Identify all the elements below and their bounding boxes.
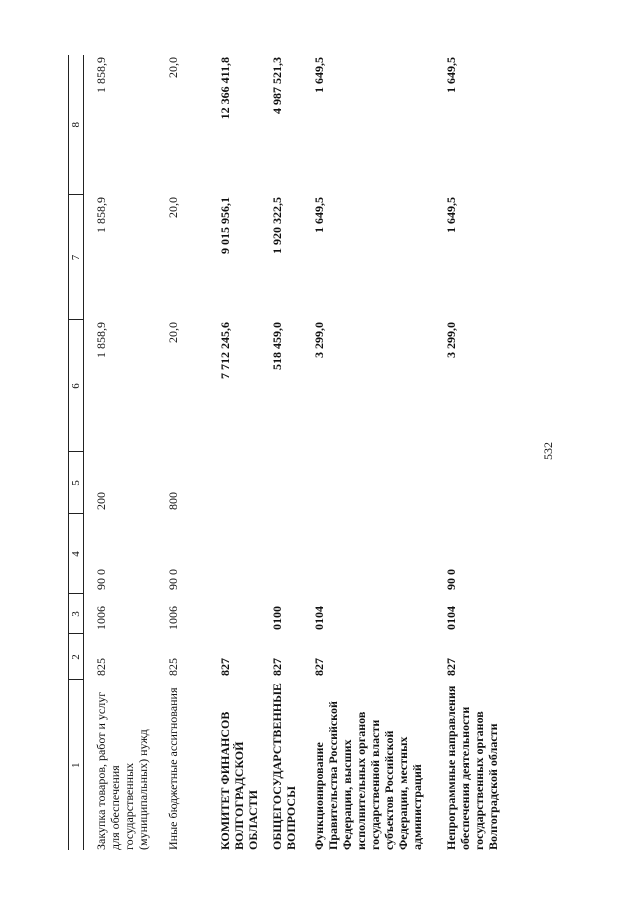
cell-col6: 3 299,0 xyxy=(312,322,326,358)
cell-col6: 1 858,9 xyxy=(94,322,108,358)
cell-col7: 1 858,9 xyxy=(94,197,108,233)
cell-col3: 0104 xyxy=(444,606,458,630)
cell-col7: 1 649,5 xyxy=(444,197,458,233)
cell-col5 xyxy=(260,452,302,514)
cell-col2: 825 xyxy=(94,658,108,676)
cell-col2: 827 xyxy=(270,658,284,676)
row-name: ОБЩЕГОСУДАРСТВЕННЫЕ ВОПРОСЫ xyxy=(270,683,298,850)
cell-col5: 200 xyxy=(94,492,108,510)
table-row xyxy=(156,55,208,850)
cell-col8: 12 366 411,8 xyxy=(218,57,232,120)
column-header: 1 xyxy=(69,680,84,850)
cell-col5 xyxy=(302,452,434,514)
cell-col2: 825 xyxy=(166,658,180,676)
budget-table xyxy=(68,55,530,850)
column-header: 7 xyxy=(69,195,84,320)
cell-col4 xyxy=(302,514,434,594)
header-row xyxy=(69,55,84,850)
cell-col5 xyxy=(208,452,260,514)
table-row xyxy=(208,55,260,850)
cell-col3: 1006 xyxy=(166,606,180,630)
cell-col8: 1 649,5 xyxy=(312,57,326,93)
table-row xyxy=(260,55,302,850)
cell-col6: 3 299,0 xyxy=(444,322,458,358)
cell-col5: 800 xyxy=(166,492,180,510)
cell-col4: 90 0 xyxy=(94,569,108,590)
cell-col5 xyxy=(434,452,530,514)
cell-col7: 1 920 322,5 xyxy=(270,197,284,254)
cell-col3: 0104 xyxy=(312,606,326,630)
cell-col7: 20,0 xyxy=(166,197,180,218)
cell-col3: 0100 xyxy=(270,606,284,630)
cell-col3: 1006 xyxy=(94,606,108,630)
cell-col3 xyxy=(208,594,260,634)
row-name: Функционирование Правительства Российской Федерации, высших исполнительных органов государственной власти субъектов Российской Федерации, местных администраций xyxy=(312,701,424,850)
cell-col8: 4 987 521,3 xyxy=(270,57,284,114)
column-header: 3 xyxy=(69,594,84,634)
cell-col2: 827 xyxy=(444,658,458,676)
table-row xyxy=(302,55,434,850)
cell-col4 xyxy=(208,514,260,594)
cell-col8: 1 649,5 xyxy=(444,57,458,93)
page-number: 532 xyxy=(541,442,555,460)
cell-col8: 20,0 xyxy=(166,57,180,78)
cell-col6: 7 712 245,6 xyxy=(218,322,232,379)
cell-col7: 1 649,5 xyxy=(312,197,326,233)
column-header: 4 xyxy=(69,514,84,594)
cell-col4: 90 0 xyxy=(166,569,180,590)
cell-col6: 20,0 xyxy=(166,322,180,343)
row-name: Иные бюджетные ассигнования xyxy=(166,687,180,850)
row-name: Непрограммные направления обеспечения деятельности государственных органов Волгоградской области xyxy=(444,685,500,850)
row-name: КОМИТЕТ ФИНАНСОВ ВОЛГОГРАДСКОЙ ОБЛАСТИ xyxy=(218,711,260,850)
cell-col4: 90 0 xyxy=(444,569,458,590)
cell-col2: 827 xyxy=(312,658,326,676)
column-header: 5 xyxy=(69,452,84,514)
cell-col7: 9 015 956,1 xyxy=(218,197,232,254)
cell-col6: 518 459,0 xyxy=(270,322,284,370)
cell-col4 xyxy=(260,514,302,594)
table-row xyxy=(84,55,157,850)
row-name: Закупка товаров, работ и услуг для обеспечения государственных (муниципальных) нужд xyxy=(94,691,150,850)
cell-col2: 827 xyxy=(218,658,232,676)
cell-col8: 1 858,9 xyxy=(94,57,108,93)
column-header: 8 xyxy=(69,55,84,195)
column-header: 6 xyxy=(69,320,84,452)
column-header: 2 xyxy=(69,634,84,680)
table-row xyxy=(434,55,530,850)
rotated-table-container xyxy=(68,55,598,850)
